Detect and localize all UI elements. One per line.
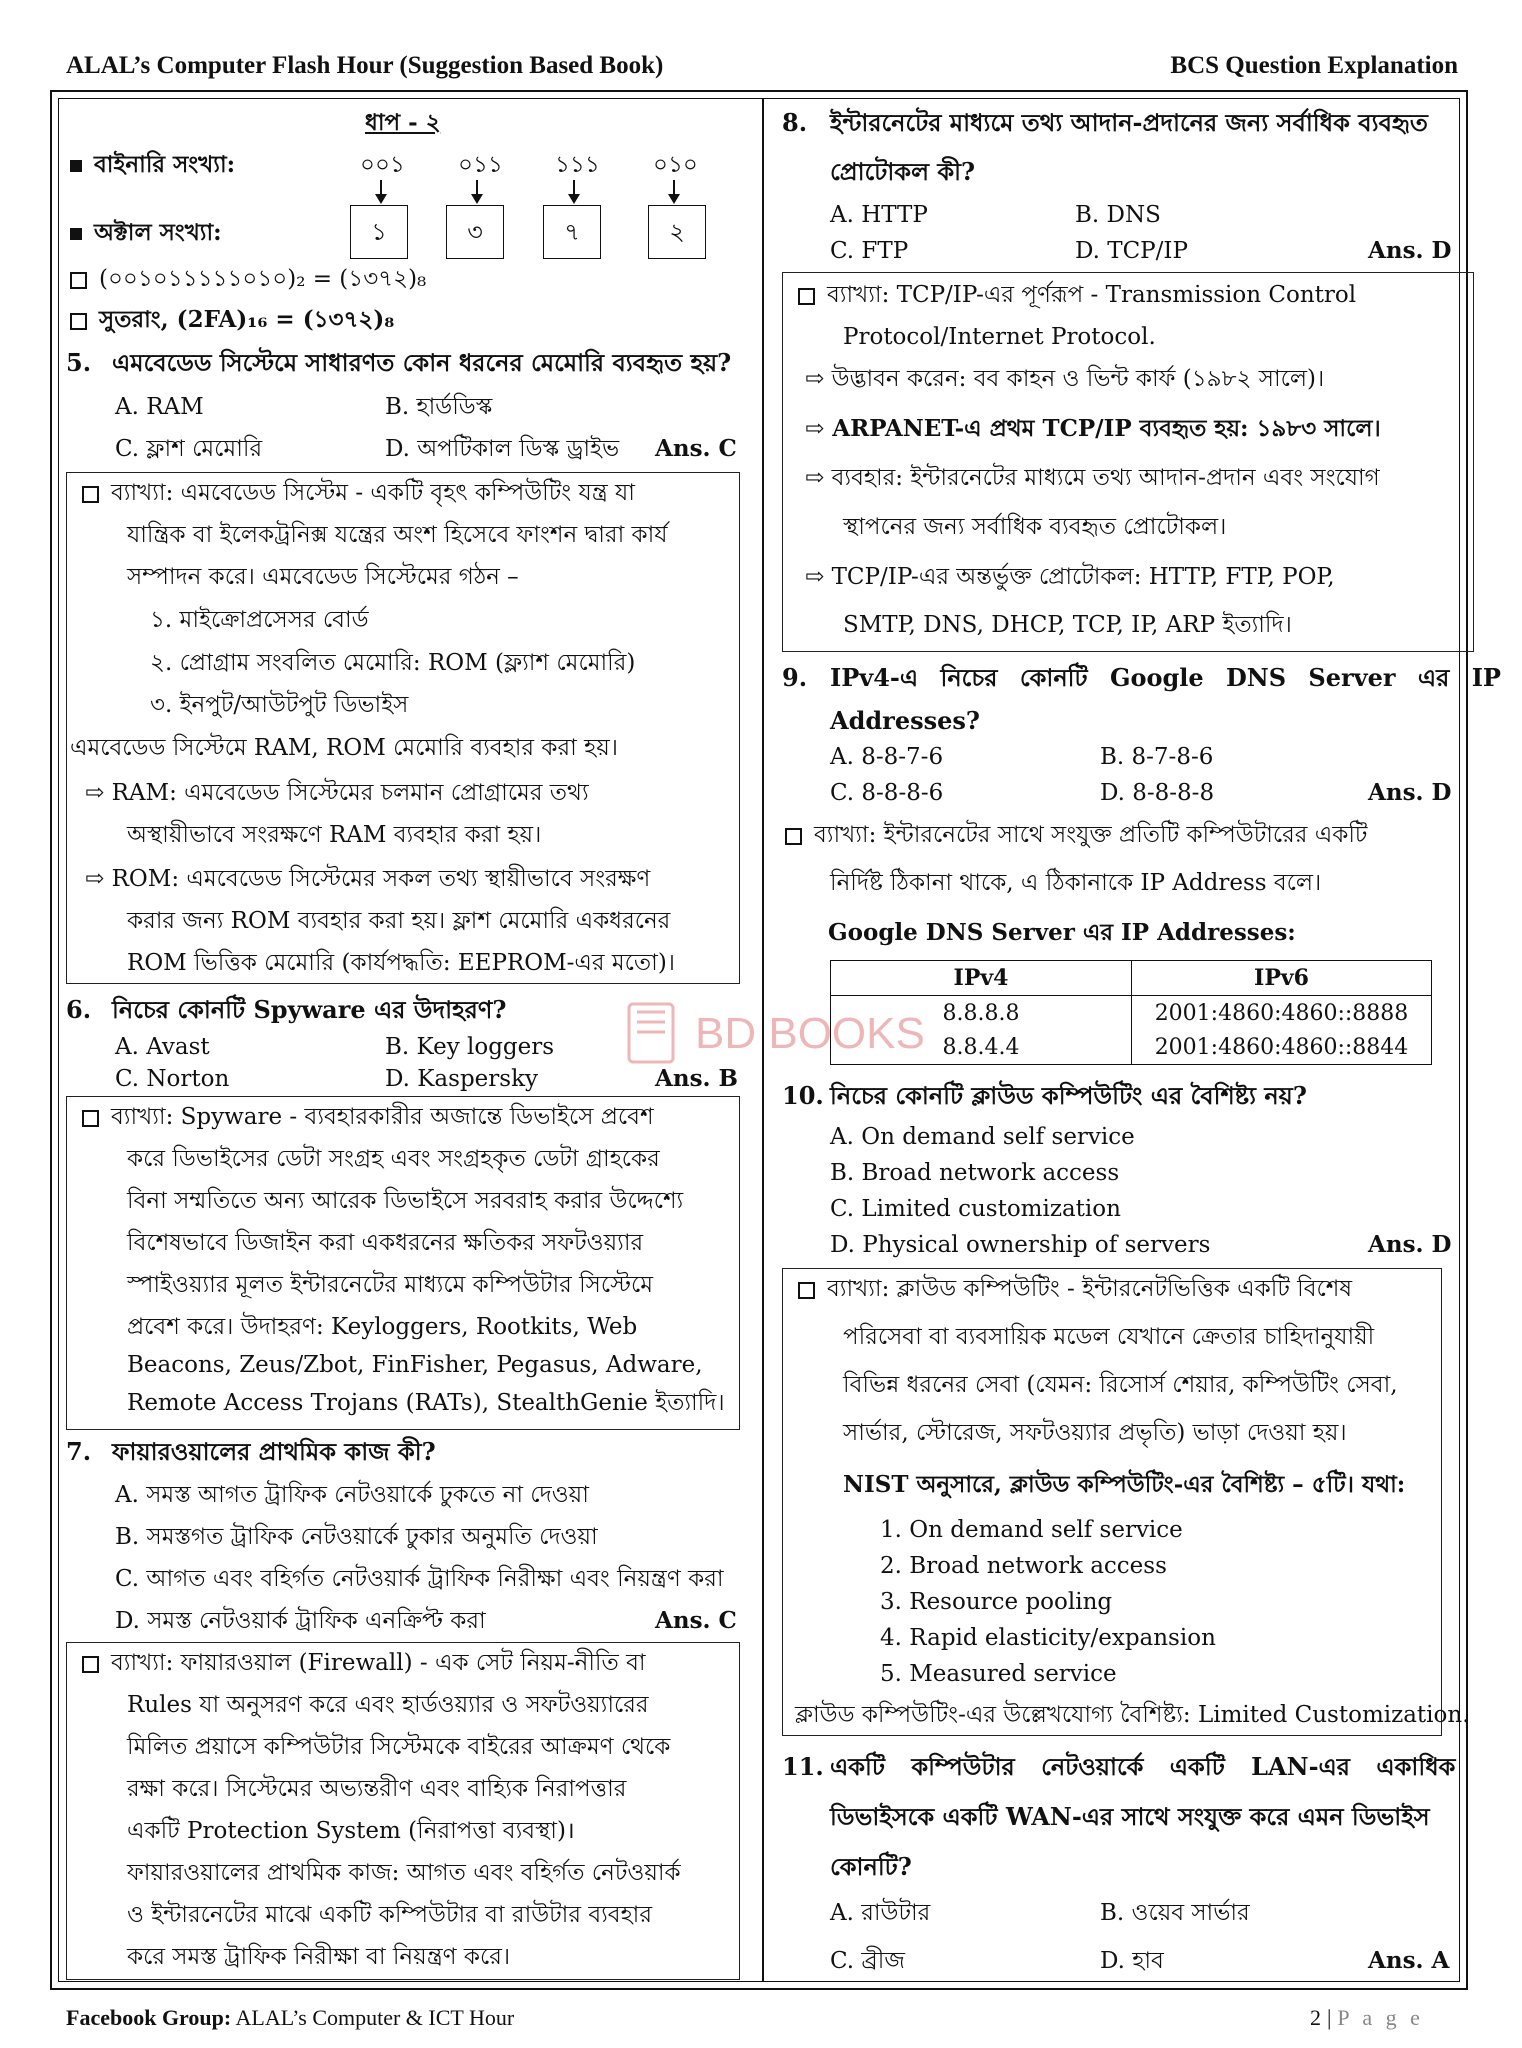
explanation-line: ROM ভিত্তিক মেমোরি (কার্যপদ্ধতি: EEPROM-এর মতো)। [127, 950, 676, 976]
question-text: ফায়ারওয়ালের প্রাথমিক কাজ কী? [112, 1437, 436, 1466]
octal-digit-box: ৩ [446, 205, 504, 259]
table-cell: 2001:4860:4860::8844 [1132, 1030, 1432, 1065]
question-number: 11. [782, 1752, 824, 1781]
question-number: 8. [782, 108, 808, 137]
checkbox-bullet-icon [82, 1656, 99, 1673]
explanation-line: এমবেডেড সিস্টেমে RAM, ROM মেমোরি ব্যবহার করা হয়। [70, 735, 618, 761]
list-item: ২. প্রোগ্রাম সংবলিত মেমোরি: ROM (ফ্ল্যাশ মেমোরি) [150, 650, 636, 676]
answer: Ans. D [1368, 779, 1452, 806]
explanation-line: বিনা সম্মতিতে অন্য আরেক ডিভাইসে সরবরাহ করার উদ্দেশ্যে [127, 1188, 684, 1214]
option-a: A. Avast [115, 1034, 210, 1060]
answer: Ans. D [1368, 237, 1452, 264]
explanation-line: প্রবেশ করে। উদাহরণ: Keyloggers, Rootkits, Web [127, 1314, 638, 1340]
option-a: A. RAM [115, 394, 204, 420]
option-c: C. FTP [830, 238, 909, 264]
arrow-right-icon: ⇨ [85, 866, 112, 892]
checkbox-bullet-icon [798, 1282, 815, 1299]
explanation-line: রক্ষা করে। সিস্টেমের অভ্যন্তরীণ এবং বাহ্যিক নিরাপত্তার [127, 1776, 627, 1802]
svg-text:BD BOOKS: BD BOOKS [695, 1009, 925, 1058]
checkbox-bullet-icon [82, 486, 99, 503]
explanation-line: একটি Protection System (নিরাপত্তা ব্যবস্থা)। [127, 1818, 575, 1844]
explanation-line: ব্যাখ্যা: Spyware - ব্যবহারকারীর অজান্তে ডিভাইসে প্রবেশ [82, 1102, 654, 1132]
bullet-icon [70, 228, 82, 240]
option-c: C. ফ্লাশ মেমোরি [115, 436, 263, 462]
down-arrow-icon [476, 180, 478, 200]
question-text: নিচের কোনটি Spyware এর উদাহরণ? [112, 995, 507, 1024]
arrow-right-icon: ⇨ [805, 564, 832, 590]
explanation-line: নির্দিষ্ট ঠিকানা থাকে, এ ঠিকানাকে IP Address বলে। [830, 870, 1322, 896]
conclusion-line: সুতরাং, (2FA)₁₆ = (১৩৭২)₈ [70, 305, 394, 335]
option-d: D. অপটিকাল ডিস্ক ড্রাইভ [385, 436, 620, 462]
question-text: একটি কম্পিউটার নেটওয়ার্কে একটি LAN-এর একাধিক [830, 1752, 1456, 1781]
checkbox-bullet-icon [70, 272, 87, 289]
explanation-line: Protocol/Internet Protocol. [843, 324, 1156, 350]
option-d: D. Kaspersky [385, 1066, 539, 1092]
table-header: IPv4 [831, 961, 1132, 996]
explanation-line: Remote Access Trojans (RATs), StealthGenie ইত্যাদি। [127, 1390, 725, 1416]
explanation-line: যান্ত্রিক বা ইলেকট্রনিক্স যন্ত্রের অংশ হিসেবে ফাংশন দ্বারা কার্য [127, 522, 668, 548]
explanation-line: করে ডিভাইসের ডেটা সংগ্রহ এবং সংগ্রহকৃত ডেটা গ্রাহকের [127, 1146, 660, 1172]
question-number: 9. [782, 663, 808, 692]
explanation-line: Beacons, Zeus/Zbot, FinFisher, Pegasus, Adware, [127, 1352, 703, 1378]
explanation-line: ক্লাউড কম্পিউটিং-এর উল্লেখযোগ্য বৈশিষ্ট্য: Limited Customization. [795, 1702, 1470, 1728]
option-c: C. Limited customization [830, 1196, 1121, 1222]
question-text: কোনটি? [830, 1852, 912, 1881]
arrow-right-icon: ⇨ [85, 780, 112, 806]
down-arrow-icon [573, 180, 575, 200]
explanation-line: ব্যাখ্যা: ফায়ারওয়াল (Firewall) - এক সেট নিয়ম-নীতি বা [82, 1648, 646, 1678]
octal-digit-box: ১ [350, 205, 408, 259]
option-d: D. 8-8-8-8 [1100, 780, 1215, 806]
option-b: B. Key loggers [385, 1034, 555, 1060]
checkbox-bullet-icon [82, 1110, 99, 1127]
option-b: B. সমস্তগত ট্রাফিক নেটওয়ার্কে ঢুকার অনুমতি দেওয়া [115, 1524, 598, 1550]
arrow-right-icon: ⇨ [805, 465, 832, 491]
answer: Ans. C [655, 435, 737, 462]
binary-group: ১১১ [555, 152, 600, 178]
option-d: D. হাব [1100, 1948, 1164, 1974]
option-a: A. HTTP [830, 202, 928, 228]
binary-group: ০০১ [360, 152, 405, 178]
option-b: B. DNS [1075, 202, 1161, 228]
checkbox-bullet-icon [798, 288, 815, 305]
binary-octal-equation: (০০১০১১১১১০১০)₂ = (১৩৭২)₈ [70, 264, 426, 294]
list-item: 2. Broad network access [880, 1553, 1167, 1579]
list-item: 3. Resource pooling [880, 1589, 1113, 1615]
checkbox-bullet-icon [785, 828, 802, 845]
question-text: Addresses? [830, 706, 980, 735]
option-b: B. 8-7-8-6 [1100, 744, 1214, 770]
answer: Ans. B [655, 1065, 738, 1092]
down-arrow-icon [380, 180, 382, 200]
explanation-line: ব্যাখ্যা: এমবেডেড সিস্টেম - একটি বৃহৎ কম্পিউটিং যন্ত্র যা [82, 478, 635, 508]
option-a: A. On demand self service [830, 1124, 1135, 1150]
explanation-line: পরিসেবা বা ব্যবসায়িক মডেল যেখানে ক্রেতার চাহিদানুযায়ী [843, 1324, 1375, 1350]
binary-row: বাইনারি সংখ্যা: [70, 150, 235, 180]
question-number: 7. [66, 1437, 92, 1466]
header-section-title: BCS Question Explanation [1170, 52, 1458, 79]
explanation-line: ⇨ TCP/IP-এর অন্তর্ভুক্ত প্রোটোকল: HTTP, FTP, POP, [805, 564, 1335, 590]
explanation-line: ⇨ ব্যবহার: ইন্টারনেটের মাধ্যমে তথ্য আদান-প্রদান এবং সংযোগ [805, 465, 1380, 491]
option-b: B. হার্ডডিস্ক [385, 394, 493, 420]
explanation-line: ও ইন্টারনেটের মাঝে একটি কম্পিউটার বা রাউটার ব্যবহার [127, 1902, 652, 1928]
footer-group: Facebook Group: ALAL’s Computer & ICT Hour [66, 2005, 515, 2030]
list-item: 4. Rapid elasticity/expansion [880, 1625, 1216, 1651]
question-text: IPv4-এ নিচের কোনটি Google DNS Server এর IP [830, 663, 1501, 692]
list-item: 1. On demand self service [880, 1517, 1183, 1543]
answer: Ans. C [655, 1607, 737, 1634]
question-number: 10. [782, 1081, 824, 1110]
question-text: প্রোটোকল কী? [830, 157, 976, 186]
binary-group: ০১০ [653, 152, 698, 178]
option-d: D. সমস্ত নেটওয়ার্ক ট্রাফিক এনক্রিপ্ট করা [115, 1608, 486, 1634]
bullet-icon [70, 160, 82, 172]
answer: Ans. D [1368, 1231, 1452, 1258]
option-d: D. TCP/IP [1075, 238, 1188, 264]
table-cell: 8.8.8.8 [831, 996, 1132, 1031]
explanation-line: স্থাপনের জন্য সর্বাধিক ব্যবহৃত প্রোটোকল। [843, 514, 1227, 540]
option-c: C. আগত এবং বহির্গত নেটওয়ার্ক ট্রাফিক নিরীক্ষা এবং নিয়ন্ত্রণ করা [115, 1566, 724, 1592]
octal-row: অক্টাল সংখ্যা: [70, 218, 222, 248]
option-c: C. 8-8-8-6 [830, 780, 944, 806]
question-number: 6. [66, 995, 92, 1024]
explanation-line: অস্থায়ীভাবে সংরক্ষণে RAM ব্যবহার করা হয়। [127, 822, 542, 848]
page-number: 2 | P a g e [1310, 2005, 1424, 2030]
list-item: ৩. ইনপুট/আউটপুট ডিভাইস [150, 692, 409, 718]
table-header: IPv6 [1132, 961, 1432, 996]
binary-group: ০১১ [458, 152, 503, 178]
explanation-line: করে সমস্ত ট্রাফিক নিরীক্ষা বা নিয়ন্ত্রণ করে। [127, 1944, 511, 1970]
explanation-line: ব্যাখ্যা: ক্লাউড কম্পিউটিং - ইন্টারনেটভিত্তিক একটি বিশেষ [798, 1274, 1352, 1304]
explanation-line: সম্পাদন করে। এমবেডেড সিস্টেমের গঠন – [127, 564, 519, 590]
octal-digit-box: ২ [648, 205, 706, 259]
explanation-line: ⇨ উদ্ভাবন করেন: বব কাহন ও ভিন্ট কার্ফ (১৯৮২ সালে)। [805, 366, 1325, 392]
down-arrow-icon [673, 180, 675, 200]
explanation-line: মিলিত প্রয়াসে কম্পিউটার সিস্টেমকে বাইরের আক্রমণ থেকে [127, 1734, 671, 1760]
arrow-right-icon: ⇨ [805, 366, 832, 392]
list-item: 5. Measured service [880, 1661, 1117, 1687]
explanation-line: ⇨ ARPANET-এ প্রথম TCP/IP ব্যবহৃত হয়: ১৯৮৩ সালে। [805, 415, 1381, 442]
table-title: Google DNS Server এর IP Addresses: [828, 919, 1296, 946]
explanation-line: ব্যাখ্যা: ইন্টারনেটের সাথে সংযুক্ত প্রতিটি কম্পিউটারের একটি [785, 820, 1367, 850]
step-title: ধাপ - ২ [365, 109, 441, 136]
explanation-line: সার্ভার, স্টোরেজ, সফটওয়্যার প্রভৃতি) ভাড়া দেওয়া হয়। [843, 1420, 1347, 1446]
explanation-line: বিভিন্ন ধরনের সেবা (যেমন: রিসোর্স শেয়ার, কম্পিউটিং সেবা, [843, 1372, 1398, 1398]
explanation-line: ব্যাখ্যা: TCP/IP-এর পূর্ণরূপ - Transmission Control [798, 280, 1356, 310]
explanation-line: স্পাইওয়্যার মূলত ইন্টারনেটের মাধ্যমে কম্পিউটার সিস্টেমে [127, 1272, 653, 1298]
question-text: এমবেডেড সিস্টেমে সাধারণত কোন ধরনের মেমোরি ব্যবহৃত হয়? [112, 348, 732, 377]
option-a: A. রাউটার [830, 1900, 931, 1926]
explanation-line: বিশেষভাবে ডিজাইন করা একধরনের ক্ষতিকর সফটওয়্যার [127, 1230, 644, 1256]
explanation-line: SMTP, DNS, DHCP, TCP, IP, ARP ইত্যাদি। [843, 612, 1292, 638]
explanation-line: করার জন্য ROM ব্যবহার করা হয়। ফ্লাশ মেমোরি একধরনের [127, 908, 671, 934]
explanation-line: Rules যা অনুসরণ করে এবং হার্ডওয়্যার ও সফটওয়্যারের [127, 1692, 649, 1718]
arrow-right-icon: ⇨ [805, 415, 833, 442]
watermark-logo [625, 998, 925, 1068]
answer: Ans. A [1368, 1947, 1450, 1974]
option-b: B. Broad network access [830, 1160, 1120, 1186]
question-text: নিচের কোনটি ক্লাউড কম্পিউটিং এর বৈশিষ্ট্য নয়? [830, 1081, 1307, 1110]
table-cell: 2001:4860:4860::8888 [1132, 996, 1432, 1031]
option-c: C. Norton [115, 1066, 230, 1092]
explanation-line: ফায়ারওয়ালের প্রাথমিক কাজ: আগত এবং বহির্গত নেটওয়ার্ক [127, 1860, 681, 1886]
question-text: ইন্টারনেটের মাধ্যমে তথ্য আদান-প্রদানের জন্য সর্বাধিক ব্যবহৃত [830, 108, 1428, 137]
option-d: D. Physical ownership of servers [830, 1232, 1211, 1258]
table-cell: 8.8.4.4 [831, 1030, 1132, 1065]
question-text: ডিভাইসকে একটি WAN-এর সাথে সংযুক্ত করে এমন ডিভাইস [830, 1802, 1430, 1831]
explanation-line: ⇨ ROM: এমবেডেড সিস্টেমের সকল তথ্য স্থায়ীভাবে সংরক্ষণ [85, 866, 651, 892]
explanation-line: NIST অনুসারে, ক্লাউড কম্পিউটিং-এর বৈশিষ্ট্য – ৫টি। যথা: [843, 1471, 1406, 1498]
option-a: A. সমস্ত আগত ট্রাফিক নেটওয়ার্কে ঢুকতে না দেওয়া [115, 1482, 589, 1508]
option-b: B. ওয়েব সার্ভার [1100, 1900, 1250, 1926]
option-c: C. ব্রীজ [830, 1948, 905, 1974]
explanation-line: ⇨ RAM: এমবেডেড সিস্টেমের চলমান প্রোগ্রামের তথ্য [85, 780, 589, 806]
option-a: A. 8-8-7-6 [830, 744, 944, 770]
header-book-title: ALAL’s Computer Flash Hour (Suggestion Based Book) [66, 52, 664, 79]
question-number: 5. [66, 348, 92, 377]
list-item: ১. মাইক্রোপ্রসেসর বোর্ড [150, 607, 369, 633]
octal-digit-box: ৭ [543, 205, 601, 259]
checkbox-bullet-icon [70, 313, 87, 330]
